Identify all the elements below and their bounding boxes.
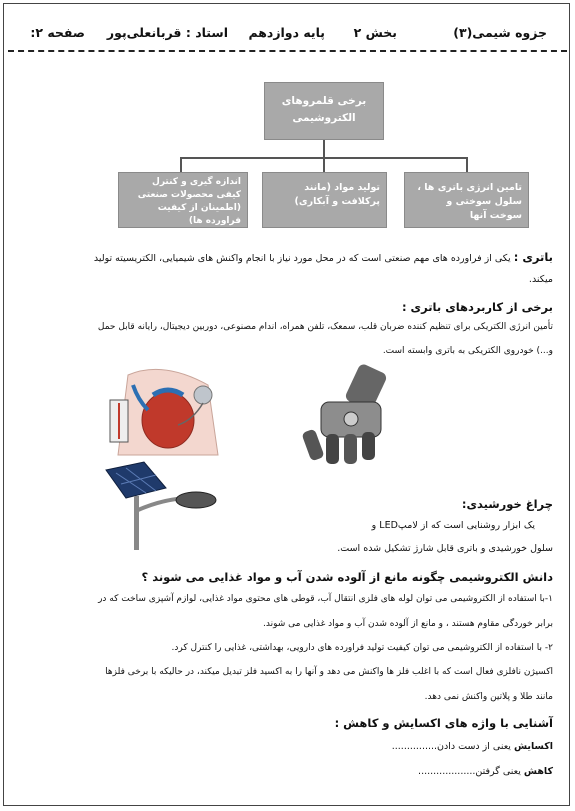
diagram-child-label: اندازه گیری و کنترل کیفی محصولات صنعتی (اطمینان از کیفیت فراورده ها) <box>137 177 241 226</box>
pacemaker-illustration <box>98 365 228 460</box>
solar-lamp-line1: یک ابزار روشنایی است که از لامپLED و <box>371 520 535 531</box>
diagram-child-quality <box>118 172 248 228</box>
diagram-child-label: تولید مواد (مانند پرکلافت و آبکاری) <box>294 182 380 207</box>
diagram-connector <box>323 140 325 158</box>
diagram-connector <box>323 157 325 173</box>
solar-lamp-illustration <box>96 458 221 550</box>
diagram-connector <box>180 157 182 173</box>
food-p1-line1: ۱-با استفاده از الکتروشیمی می توان لوله های فلزی انتقال آب، قوطی های محتوی مواد غذایی، لوازم آشپزی ساخت که در <box>98 594 553 604</box>
header-divider <box>8 50 567 52</box>
page-number: صفحه ۲: <box>30 25 85 40</box>
battery-uses-heading: برخی از کاربردهای باتری : <box>401 300 553 314</box>
oxidation-text: یعنی از دست دادن............... <box>391 741 511 752</box>
oxidation-term: اکسایش <box>513 741 553 752</box>
book-title: جزوه شیمی(۳) <box>453 25 547 40</box>
diagram-child-materials <box>262 172 387 228</box>
oxidation-line <box>392 741 553 752</box>
diagram-root-label: برخی قلمروهای الکتروشیمی <box>281 95 367 124</box>
terms-heading: آشنایی با واژه های اکسایش و کاهش : <box>334 716 553 730</box>
food-p3-line2: مانند طلا و پلاتین واکنش نمی دهد. <box>424 692 553 702</box>
reduction-text: یعنی گرفتن................... <box>418 766 521 777</box>
teacher-label: استاد : قربانعلی‌پور <box>106 25 228 40</box>
diagram-root <box>264 82 384 140</box>
food-p2: ۲- با استفاده از الکتروشیمی می توان کیفیت تولید فراورده های دارویی، بهداشتی، غذایی را کنترل کرد. <box>171 643 553 653</box>
reduction-line <box>418 766 553 777</box>
battery-term: باتری : <box>513 250 553 264</box>
battery-uses-line2: و...) خودروی الکتریکی به باتری وابسته است. <box>382 346 553 356</box>
diagram-connector <box>466 157 468 173</box>
food-heading: دانش الکتروشیمی چگونه مانع از آلوده شدن آب و مواد غذایی می شوند ؟ <box>141 570 553 584</box>
reduction-term: کاهش <box>523 766 553 777</box>
diagram-child-energy <box>404 172 529 228</box>
food-p3-line1: اکسیژن نافلزی فعال است که با اغلب فلز ها واکنش می دهد و آنها را به اکسید فلز تبدیل میکند، در حالیکه با برخی فلزها <box>105 667 553 677</box>
battery-definition-line2: میکند. <box>528 274 553 285</box>
section-label: بخش ۲ <box>353 25 397 40</box>
food-p1-line2: برابر خوردگی مقاوم هستند ، و مانع از آلوده شدن آب و مواد غذایی می شوند. <box>263 619 553 629</box>
solar-lamp-heading: چراغ خورشیدی: <box>461 497 553 511</box>
battery-uses-line1: تأمین انرژی الکتریکی برای تنظیم کننده ضربان قلب، سمعک، تلفن همراه، اندام مصنوعی، دوربین دیجیتال، رایانه قابل حمل <box>97 322 553 332</box>
solar-lamp-line2: سلول خورشیدی و باتری قابل شارژ تشکیل شده است. <box>337 543 553 554</box>
prosthetic-hand-illustration <box>296 362 406 467</box>
battery-definition-text: یکی از فراورده های مهم صنعتی است که در محل مورد نیاز با انجام واکنش های شیمیایی، الکتریسیته تولید <box>93 253 511 264</box>
diagram-child-label: تامین انرژی باتری ها ، سلول سوختی و سوخت آنها <box>417 182 522 221</box>
grade-label: پایه دوازدهم <box>248 25 325 40</box>
battery-definition-line1 <box>94 250 553 264</box>
